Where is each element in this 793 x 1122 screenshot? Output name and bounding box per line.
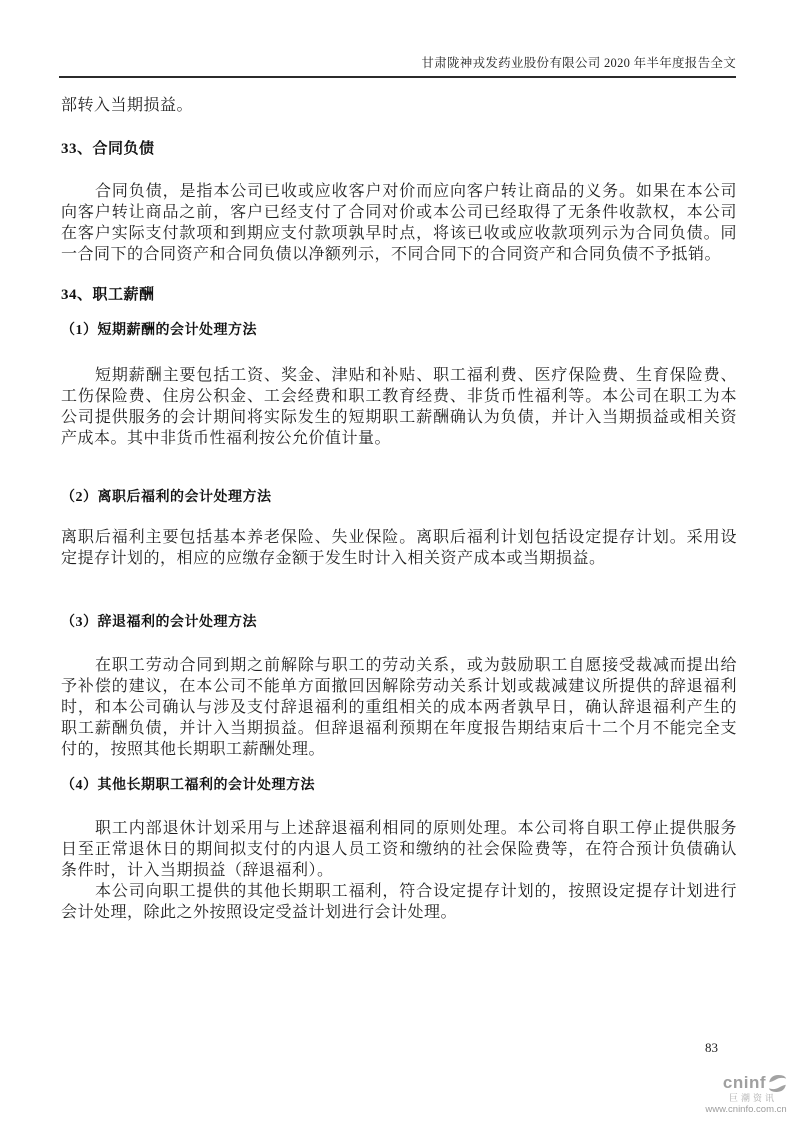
section-34-3-paragraph: 在职工劳动合同到期之前解除与职工的劳动关系，或为鼓励职工自愿接受裁减而提出给予补偿的建议，在本公司不能单方面撤回因解除劳动关系计划或裁减建议所提供的辞退福利时，和本公司确认与涉及支付辞退福利的重组相关的成本两者孰早日，确认辞退福利产生的职工薪酬负债，并计入当期损益。但辞退福利预期在年度报告期结束后十二个月不能完全支付的，按照其他长期职工薪酬处理。 bbox=[61, 657, 737, 758]
cninfo-logo-row bbox=[704, 1074, 788, 1092]
header-divider bbox=[59, 76, 736, 78]
carryover-paragraph: 部转入当期损益。 bbox=[61, 97, 194, 114]
page-number: 83 bbox=[705, 1040, 718, 1055]
section-34-4-paragraph-1: 职工内部退休计划采用与上述辞退福利相同的原则处理。本公司将自职工停止提供服务日至正常退休日的期间拟支付的内退人员工资和缴纳的社会保险费等，在符合预计负债确认条件时，计入当期损益（辞退福利）。 bbox=[61, 820, 737, 879]
report-header-title: 甘肃陇神戎发药业股份有限公司 2020 年半年度报告全文 bbox=[421, 56, 736, 70]
cninfo-brand-chinese: 巨潮资讯 bbox=[728, 1093, 777, 1103]
cninfo-url: www.cninfo.com.cn bbox=[705, 1104, 787, 1115]
section-33-heading: 33、合同负债 bbox=[61, 141, 155, 157]
section-34-2-heading: （2）离职后福利的会计处理方法 bbox=[61, 490, 272, 505]
section-34-1-heading: （1）短期薪酬的会计处理方法 bbox=[61, 323, 257, 338]
cninfo-logo bbox=[704, 1074, 788, 1115]
section-34-1-paragraph: 短期薪酬主要包括工资、奖金、津贴和补贴、职工福利费、医疗保险费、生育保险费、工伤保险费、住房公积金、工会经费和职工教育经费、非货币性福利等。本公司在职工为本公司提供服务的会计期间将实际发生的短期职工薪酬确认为负债，并计入当期损益或相关资产成本。其中非货币性福利按公允价值计量。 bbox=[61, 367, 737, 447]
section-34-3-heading: （3）辞退福利的会计处理方法 bbox=[61, 615, 257, 630]
page-content bbox=[61, 88, 737, 923]
section-34-4-heading: （4）其他长期职工福利的会计处理方法 bbox=[61, 778, 315, 793]
section-34-heading: 34、职工薪酬 bbox=[61, 287, 155, 303]
cninfo-brand-text: cninf bbox=[722, 1073, 766, 1092]
cninfo-swirl-icon bbox=[767, 1074, 788, 1093]
section-34-2-paragraph: 离职后福利主要包括基本养老保险、失业保险。离职后福利计划包括设定提存计划。采用设定提存计划的，相应的应缴存金额于发生时计入相关资产成本或当期损益。 bbox=[61, 529, 737, 567]
section-33-paragraph: 合同负债，是指本公司已收或应收客户对价而应向客户转让商品的义务。如果在本公司向客户转让商品之前，客户已经支付了合同对价或本公司已经取得了无条件收款权，本公司在客户实际支付款项和到期应支付款项孰早时点，将该已收或应收款项列示为合同负债。同一合同下的合同资产和合同负债以净额列示，不同合同下的合同资产和合同负债不予抵销。 bbox=[61, 183, 737, 263]
section-34-4-paragraph-2: 本公司向职工提供的其他长期职工福利，符合设定提存计划的，按照设定提存计划进行会计处理，除此之外按照设定受益计划进行会计处理。 bbox=[61, 883, 737, 921]
